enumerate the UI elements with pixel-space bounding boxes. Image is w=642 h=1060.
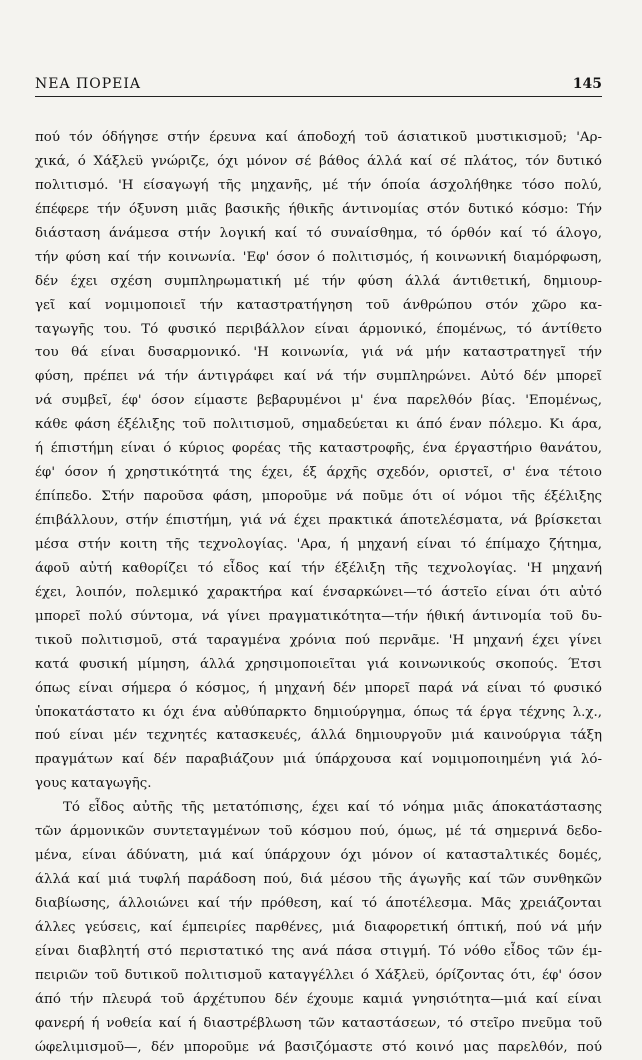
text-line: διάσταση άνάμεσα στήν λογική καί τό συναίσθημα, τό όρθόν καί τό άλογο, <box>35 225 602 241</box>
page-number: 145 <box>572 76 602 92</box>
text-line: άλλά καί μιά τυφλή παράδοση πού, διά μέσου τῆς άγωγῆς καί τῶν συνθηκῶν <box>35 872 602 888</box>
text-line: έπιβάλλουν, στήν έπιστήμη, γιά νά έχει πρακτικά άποτελέσματα, νά βρίσκεται <box>35 513 602 528</box>
text-line: έχει, λοιπόν, πολεμικό χαρακτήρα καί ένσαρκώνει—τό άστεῖο είναι ότι αὐτό <box>35 584 602 600</box>
text-line: πολιτισμό. 'Η είσαγωγή τῆς μηχανῆς, μέ τήν όποία άσχολήθηκε τόσο πολύ, <box>35 177 602 193</box>
text-line: μέσα στήν κοιτη τῆς τεχνολογίας. 'Αρα, ή μηχανή είναι τό έπίμαχο ζήτημα, <box>35 536 602 552</box>
text-line: κατά φυσική μίμηση, άλλά χρησιμοποιεῖται γιά κοινωνικούς σκοπούς. Έτσι <box>35 656 602 672</box>
page-header <box>35 72 602 97</box>
text-line: πραγμάτων καί δέν παραβιάζουν μιά ύπάρχουσα καί νομιμοποιημένη γιά λό- <box>35 752 602 768</box>
text-line: διαβίωσης, άλλοιώνει καί τήν πρόθεση, καί τό άποτέλεσμα. Μᾶς χρειάζονται <box>35 896 602 911</box>
text-line: χικά, ό Χάξλεϋ γνώριζε, όχι μόνον σέ βάθος άλλά καί σέ πλάτος, τόν δυτικό <box>35 153 602 169</box>
text-line: έπέφερε τήν όξυνση μιᾶς βασικῆς ήθικῆς άντινομίας στόν δυτικό κόσμο: Τήν <box>35 201 602 217</box>
text-line: ώφελιμισμοῦ—, δέν μποροῦμε νά βασιζόμαστε στό κοινό μας παρελθόν, πού <box>35 1039 602 1055</box>
text-line: άφοῦ αὐτή καθορίζει τό εἶδος καί τήν έξέλιξη τῆς τεχνολογίας. 'Η μηχανή <box>35 560 602 576</box>
text-line: γεῖ καί νομιμοποιεῖ τήν καταστρατήγηση τοῦ άνθρώπου στόν χῶρο κα- <box>35 297 602 313</box>
paragraph-last-line: γους καταγωγῆς. <box>35 776 152 792</box>
text-line: πού είναι μέν τεχνητές κατασκευές, άλλά δημιουργοῦν μιά καινούργια τάξη <box>35 728 602 744</box>
text-line: φύση, πρέπει νά τήν άντιγράφει καί νά τήν συμπληρώνει. Αὐτό δέν μπορεῖ <box>35 369 602 385</box>
text-line: νά συμβεῖ, έφ' όσον είμαστε βεβαρυμένοι μ' ένα παρελθόν βίας. 'Επομένως, <box>35 393 602 409</box>
body-text <box>35 126 602 1060</box>
text-line: πειριῶν τοῦ δυτικοῦ πολιτισμοῦ καταγγέλλει ό Χάξλεϋ, όρίζοντας ότι, έφ' όσον <box>35 967 602 983</box>
paragraph-first-line: Τό εἶδος αὐτῆς τῆς μετατόπισης, έχει καί τό νόημα μιᾶς άποκατάστασης <box>63 800 602 816</box>
text-line: πού τόν όδήγησε στήν έρευνα καί άποδοχή τοῦ άσιατικοῦ μυστικισμοῦ; 'Αρ- <box>35 130 602 145</box>
text-line: δέν έχει σχέση συμπληρωματική μέ τήν φύση άλλά άντιθετική, δημιουρ- <box>35 273 602 289</box>
text-line: ταγωγῆς του. Τό φυσικό περιβάλλον είναι άρμονικό, έπομένως, τό άντίθετο <box>35 321 602 337</box>
text-line: έφ' όσον ή χρηστικότητά της έχει, έξ άρχῆς σχεδόν, οριστεῖ, σ' ένα τέτοιο <box>35 465 602 481</box>
text-line: τήν φύση καί τήν κοινωνία. 'Εφ' όσον ό πολιτισμός, ή κοινωνική διαμόρφωση, <box>35 249 602 265</box>
text-line: έπίπεδο. Στήν παροῦσα φάση, μποροῦμε νά ποῦμε ότι οί νόμοι τῆς έξέλιξης <box>35 489 602 505</box>
text-line: μένα, είναι άδύνατη, μιά καί ύπάρχουν όχι μόνον οί καταστaλτικές δομές, <box>35 848 602 864</box>
text-line: είναι διαβλητή στό περιστατικό της ανά πάσα στιγμή. Τό νόθο εἶδος τῶν έμ- <box>35 943 602 959</box>
text-line: φανερή ή νοθεία καί ή διαστρέβλωση τῶν καταστάσεων, τό στεῖρο πνεῦμα τοῦ <box>35 1015 602 1031</box>
text-line: ὑποκατάστατο κι όχι ένα αὐθύπαρκτο δημιούργημα, όπως τά έργα τέχνης λ.χ., <box>35 704 602 720</box>
text-line: του θά είναι δυσαρμονικό. 'Η κοινωνία, γιά νά μήν καταστρατηγεῖ τήν <box>35 345 602 361</box>
text-line: άπό τήν πλευρά τοῦ άρχέτυπου δέν έχουμε καμιά γνησιότητα—μιά καί είναι <box>35 991 602 1007</box>
text-line: κάθε φάση έξέλιξης τοῦ πολιτισμοῦ, σημαδεύεται κι άπό έναν πόλεμο. Κι άρα, <box>35 417 602 433</box>
text-line: τικοῦ πολιτισμοῦ, στά ταραγμένα χρόνια πού περνᾶμε. 'Η μηχανή έχει γίνει <box>35 632 602 648</box>
text-line: τῶν άρμονικῶν συντεταγμένων τοῦ κόσμου πού, όμως, μέ τά σημερινά δεδο- <box>35 824 602 840</box>
text-line: άλλες γεύσεις, καί έμπειρίες παρθένες, μιά διαφορετική όπτική, πού νά μήν <box>35 919 602 935</box>
text-line: όπως είναι σήμερα ό κόσμος, ή μηχανή δέν μπορεῖ παρά νά είναι τό φυσικό <box>35 680 602 696</box>
running-head: ΝΕΑ ΠΟΡΕΙΑ <box>35 76 141 92</box>
text-line: μπορεῖ πολύ σύντομα, νά γίνει πραγματικότητα—τήν ήθική άντινομία τοῦ δυ- <box>35 608 602 624</box>
text-line: ή έπιστήμη είναι ό κύριος φορέας τῆς καταστροφῆς, ένα έργαστήριο θανάτου, <box>35 441 602 457</box>
